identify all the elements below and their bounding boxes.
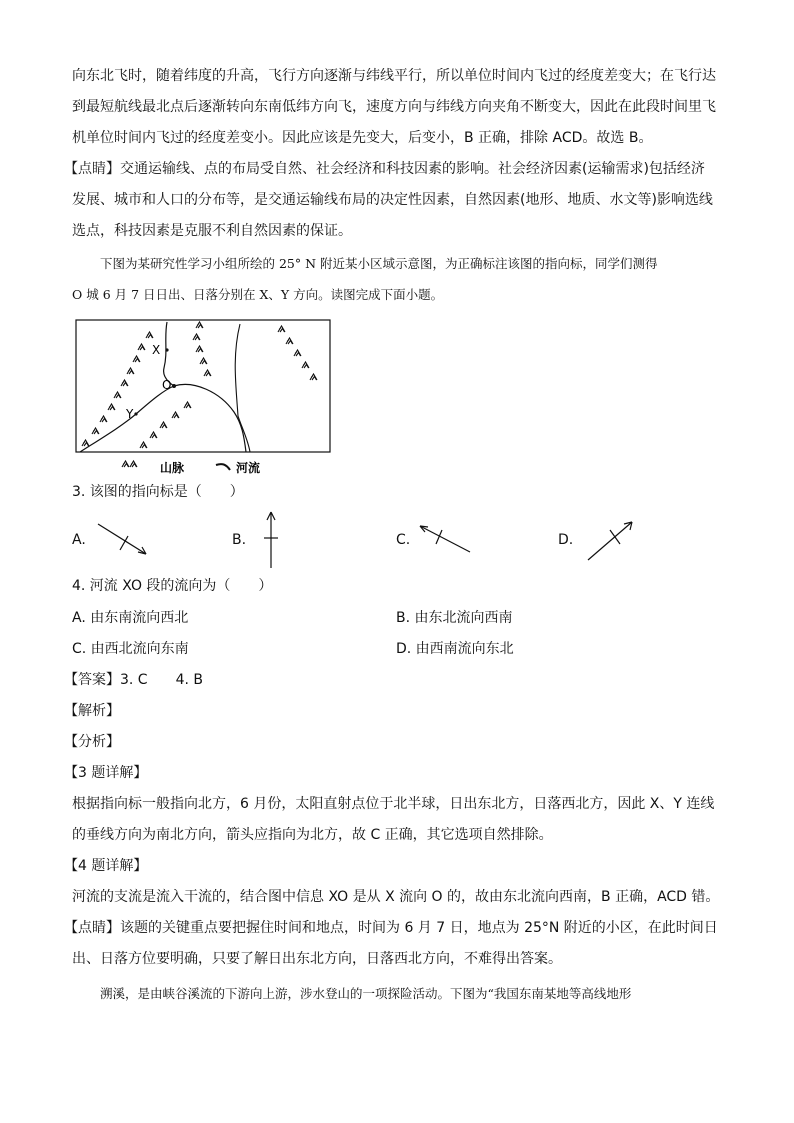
dianjing2-line1	[64, 918, 716, 938]
legend	[122, 460, 260, 475]
q4-option-b: B. 由东北流向西南	[396, 610, 513, 626]
q4detail-line1: 河流的支流是流入干流的，结合图中信息 XO 是从 X 流向 O 的，故由东北流向西南，B 正确，ACD 错。	[72, 889, 720, 905]
map-frame	[76, 320, 330, 452]
q4-option-a: A. 由东南流向西北	[72, 610, 189, 626]
intro-line2: O 城 6 月 7 日日出、日落分别在 X、Y 方向。读图完成下面小题。	[72, 287, 444, 302]
dianjing1-line3: 选点，科技因素是克服不利自然因素的保证。	[72, 223, 352, 239]
label-o: O	[162, 378, 172, 392]
label-x: X	[152, 343, 161, 357]
q4-option-c: C. 由西北流向东南	[72, 641, 189, 657]
q4detail-heading: 【4 题详解】	[64, 858, 148, 874]
jiexi-heading: 【解析】	[64, 703, 120, 719]
q3detail-line2: 的垂线方向为南北方向，箭头应指向为北方，故 C 正确，其它选项自然排除。	[72, 827, 553, 843]
q3detail-line1: 根据指向标一般指向北方，6 月份，太阳直射点位于北半球，日出东北方，日落西北方，因此 X、Y 连线	[72, 796, 715, 812]
dianjing1-text1: 交通运输线、点的布局受自然、社会经济和科技因素的影响。社会经济因素(运输需求)包括经济	[120, 161, 705, 177]
label-y: Y	[126, 407, 134, 421]
dianjing1-line2: 发展、城市和人口的分布等，是交通运输线布局的决定性因素，自然因素(地形、地质、水文等)影响选线	[72, 192, 713, 208]
q3-option-b-arrow	[256, 508, 286, 572]
region-map	[72, 316, 334, 480]
para1-line1: 向东北飞时，随着纬度的升高，飞行方向逐渐与纬线平行，所以单位时间内飞过的经度差变大；在飞行达	[72, 68, 716, 84]
q3-option-d-label: D.	[558, 532, 574, 548]
point-y	[134, 412, 137, 415]
answer-text: 3. C 4. B	[120, 672, 203, 688]
para1-line2: 到最短航线最北点后逐渐转向东南低纬方向飞，速度方向与纬线方向夹角不断变大，因此在此段时间里飞	[72, 99, 716, 115]
dianjing2-tag: 【点睛】	[64, 920, 120, 936]
legend-river-icon	[216, 464, 230, 470]
dianjing1-line1	[64, 159, 716, 179]
q3-stem: 3. 该图的指向标是（ ）	[72, 484, 244, 500]
q3-option-c-arrow	[414, 518, 476, 558]
intro-line1: 下图为某研究性学习小组所绘的 25° N 附近某小区域示意图，为正确标注该图的指向标，同学们测得	[100, 256, 658, 271]
tail-line1: 溯溪，是由峡谷溪流的下游向上游，涉水登山的一项探险活动。下图为“我国东南某地等高线地形	[100, 986, 632, 1001]
legend-river-label: 河流	[236, 461, 261, 475]
answer-tag: 【答案】	[64, 672, 120, 688]
legend-mountain-label: 山脉	[160, 461, 185, 475]
q3-option-c-label: C.	[396, 532, 411, 548]
para1-line3: 机单位时间内飞过的经度差变小。因此应该是先变大，后变小，B 正确，排除 ACD。故选 B。	[72, 130, 653, 146]
answer-line	[64, 670, 716, 690]
q3-option-a-arrow	[92, 516, 154, 562]
q3-option-a-label: A.	[72, 532, 86, 548]
fenxi-heading: 【分析】	[64, 734, 120, 750]
legend-mountain-icon	[122, 461, 129, 467]
q3-option-b-label: B.	[232, 532, 247, 548]
q3-option-d-arrow	[584, 516, 638, 566]
point-x	[165, 348, 168, 351]
point-o	[172, 384, 176, 388]
q4-option-d: D. 由西南流向东北	[396, 641, 514, 657]
dianjing1-tag: 【点睛】	[64, 161, 120, 177]
dianjing2-line2: 出、日落方位要明确，只要了解日出东北方向，日落西北方向，不难得出答案。	[72, 951, 562, 967]
dianjing2-text1: 该题的关键重点要把握住时间和地点，时间为 6 月 7 日，地点为 25°N 附近的小区，在此时间日	[120, 920, 718, 936]
q4-stem: 4. 河流 XO 段的流向为（ ）	[72, 578, 273, 594]
q3detail-heading: 【3 题详解】	[64, 765, 148, 781]
